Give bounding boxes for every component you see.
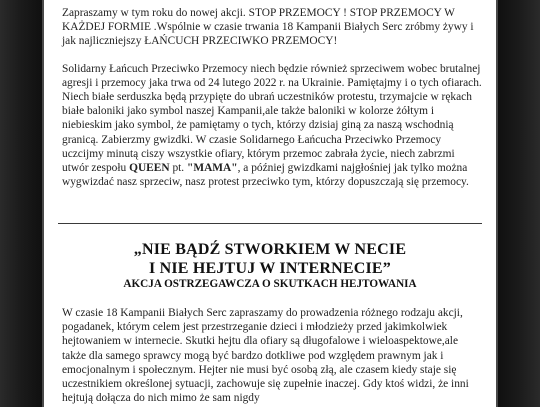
paragraph-solidarity-chain bbox=[62, 62, 482, 190]
article-section-2 bbox=[62, 306, 482, 405]
device-bezel-right bbox=[496, 0, 540, 407]
paragraph-text: , a później gwizdkami najgłośniej jak tylko można wygwizdać nasz sprzeciw, nasz protest przeciwko tym, którzy dopuszczają się przemocy. bbox=[62, 162, 469, 189]
device-bezel-left bbox=[0, 0, 44, 407]
article-subheading: AKCJA OSTRZEGAWCZA O SKUTKACH HEJTOWANIA bbox=[123, 278, 417, 290]
paragraph-action-intro: Zapraszamy w tym roku do nowej akcji. STOP PRZEMOCY ! STOP PRZEMOCY W KAŻDEJ FORMIE .Wspólnie w czasie trwania 18 Kampanii Białych Serc zróbmy żywy i jak najliczniejszy ŁAŃCUCH PRZECIWKO PRZEMOCY! bbox=[62, 7, 474, 48]
paragraph-hate-warning: W czasie 18 Kampanii Białych Serc zapraszamy do prowadzenia różnego rodzaju akcji, pogadanek, którym celem jest przestrzeganie dzieci i młodzieży przed jakimkolwiek hejtowaniem w internecie. Skutki hejtu dla ofiary są długofalowe i wieloaspektowe,ale także dla samego sprawcy mogą być bardzo dotkliwe pod względem prawnym jak i emocjonalnym i społecznym. Hejter nie musi być osobą złą, ale czasem kiedy staje się uczestnikiem określonej sytuacji, zachowuje się zupełnie inaczej. Gdy ktoś widzi, że inni hejtują dołącza do nich mimo że sam nigdy bbox=[62, 307, 469, 405]
article-section-1 bbox=[62, 6, 482, 202]
section-divider bbox=[58, 223, 482, 224]
song-title: "MAMA" bbox=[187, 162, 238, 175]
paragraph-text: Solidarny Łańcuch Przeciwko Przemocy niech będzie również sprzeciwem wobec brutalnej agresji i przemocy jaka trwa od 24 lutego 2022 r. na Ukrainie. Pamiętajmy i o tych ofiarach. Niech białe serduszka będą przypięte do ubrań uczestników protestu, trzymajcie w rękach białe baloniki jako symbol naszej Kampanii,ale także baloniki w kolorze żółtym i niebieskim jako symbol, że pamiętamy o tych, którzy dzisiaj giną za naszą wschodnią granicą. Zabierzmy gwizdki. W czasie Solidarnego Łańcucha Przeciwko Przemocy uczcijmy minutą ciszy wszystkie ofiary, którym przemoc zabrała życie, niech zabrzmi utwór zespołu bbox=[62, 62, 482, 175]
band-name: QUEEN bbox=[129, 162, 170, 175]
heading-line-2: I NIE HEJTUJ W INTERNECIE” bbox=[148, 260, 391, 277]
article-heading bbox=[44, 240, 496, 278]
paragraph-text: pt. bbox=[169, 162, 187, 175]
device-screen bbox=[44, 0, 496, 407]
heading-line-1: „NIE BĄDŹ STWORKIEM W NECIE bbox=[133, 241, 407, 258]
